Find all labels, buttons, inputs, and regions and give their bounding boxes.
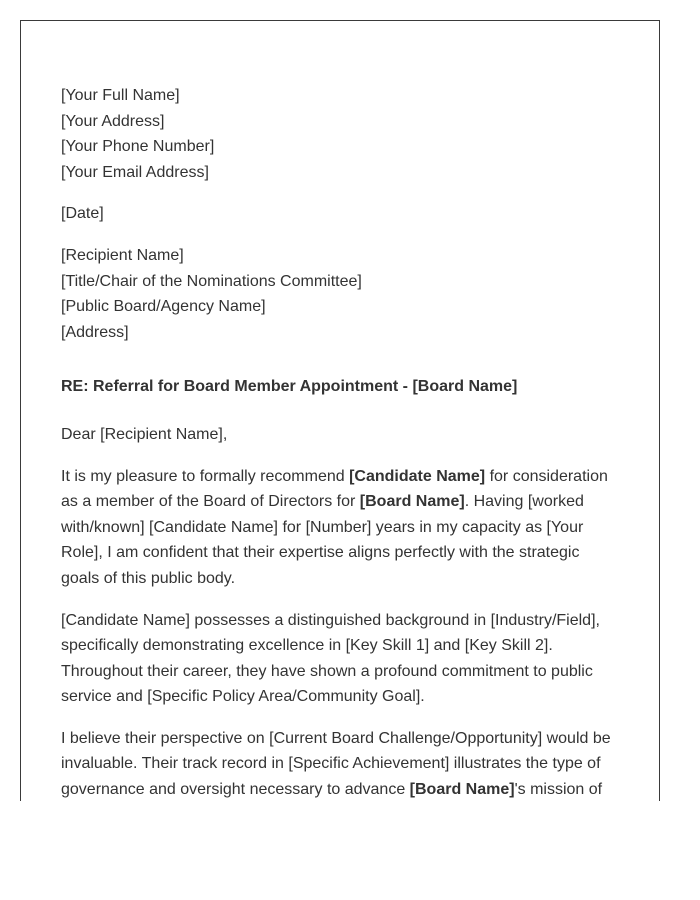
letter-page — [20, 20, 660, 801]
paragraph-1-candidate-name: [Candidate Name] — [349, 467, 486, 485]
paragraph-1-text-c: . Having [worked with/known] [Candidate Name] for [Number] years in my capacity as [Your Role], I am confident that their expertise aligns perfectly with the strategic goals of this public body. — [61, 493, 584, 587]
letter-date: [Date] — [61, 205, 104, 223]
salutation: Dear [Recipient Name], — [61, 425, 228, 443]
paragraph-3-board-name: [Board Name] — [409, 781, 515, 799]
recipient-title: [Title/Chair of the Nominations Committee] — [61, 272, 362, 290]
sender-address: [Your Address] — [61, 112, 165, 130]
paragraph-1-text-a: It is my pleasure to formally recommend — [61, 467, 350, 485]
sender-name: [Your Full Name] — [61, 87, 180, 104]
paragraph-3 — [61, 726, 621, 801]
paragraph-1-text-b: for consideration as a member of the Board of Directors for — [61, 467, 608, 511]
letter-content — [61, 83, 621, 801]
sender-phone: [Your Phone Number] — [61, 138, 215, 156]
paragraph-2: [Candidate Name] possesses a distinguished background in [Industry/Field], specifically demonstrating excellence in [Key Skill 1] and [Key Skill 2]. Throughout their career, they have shown a profound commitment to public service and [Specific Policy Area/Community Goal]. — [61, 611, 600, 706]
recipient-address: [Address] — [61, 323, 129, 341]
paragraph-3-text-a: I believe their perspective on [Current Board Challenge/Opportunity] would be invaluable. Their track record in [Specific Achievement] illustrates the type of governance and oversight necessary to advance — [61, 729, 611, 799]
paragraph-1-board-name: [Board Name] — [359, 493, 465, 511]
paragraph-1 — [61, 464, 621, 592]
recipient-organization: [Public Board/Agency Name] — [61, 298, 266, 316]
recipient-block — [61, 243, 621, 345]
sender-email: [Your Email Address] — [61, 163, 209, 181]
sender-block — [61, 83, 621, 185]
date-block — [61, 201, 621, 227]
paragraph-3-text-b: 's mission of — [514, 781, 603, 799]
recipient-name: [Recipient Name] — [61, 246, 184, 264]
subject-line: RE: Referral for Board Member Appointment - [Board Name] — [61, 378, 518, 396]
